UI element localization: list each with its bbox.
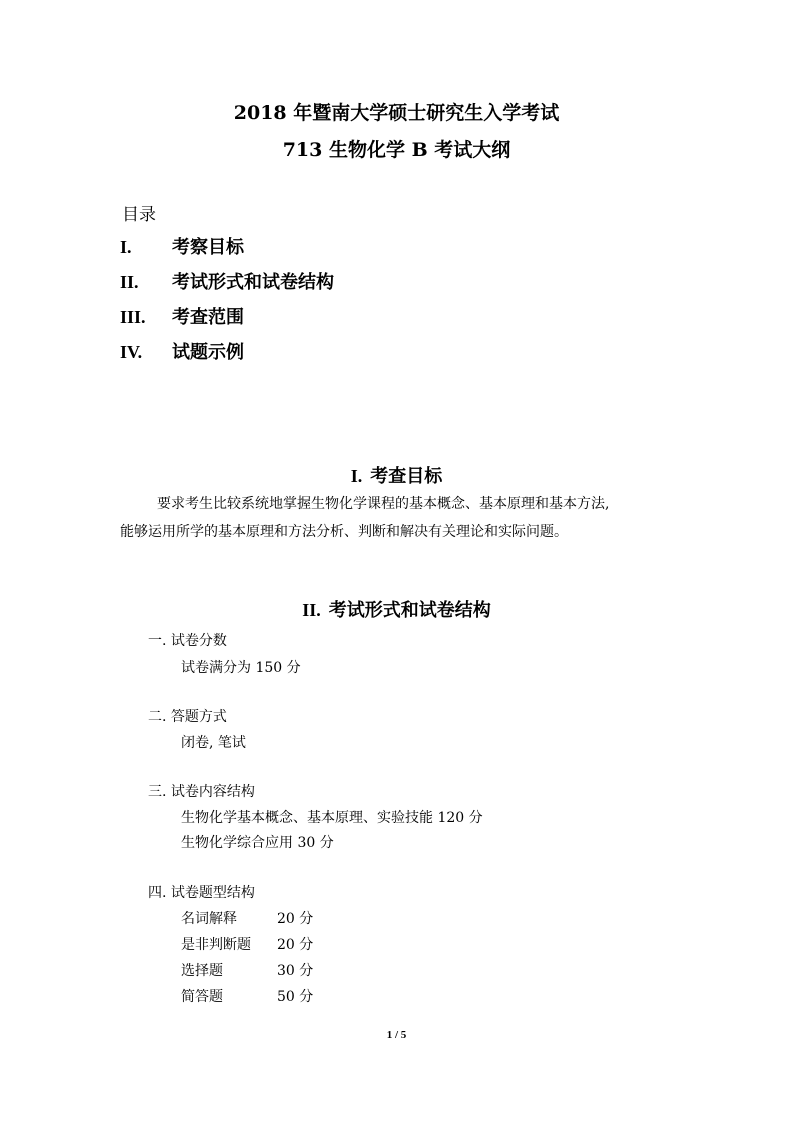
toc-item-2: II. 考试形式和试卷结构 <box>120 272 334 293</box>
part4-heading: 四. 试卷题型结构 <box>148 885 255 901</box>
question-type-row: 简答题 50 分 <box>181 989 314 1005</box>
document-title-line2: 713 生物化学 B 考试大纲 <box>282 139 511 161</box>
question-type-row: 名词解释 20 分 <box>181 911 314 927</box>
part2-heading: 二. 答题方式 <box>148 709 227 725</box>
question-type-row: 选择题 30 分 <box>181 963 314 979</box>
question-type-row: 是非判断题 20 分 <box>181 937 314 953</box>
part3-line2: 生物化学综合应用 30 分 <box>181 835 334 851</box>
part1-line: 试卷满分为 150 分 <box>181 660 301 676</box>
part2-line: 闭卷, 笔试 <box>181 735 246 751</box>
toc-item-1: I. 考察目标 <box>120 237 244 258</box>
toc-item-4: IV. 试题示例 <box>120 342 244 363</box>
section1-paragraph: 要求考生比较系统地掌握生物化学课程的基本概念、基本原理和基本方法, 能够运用所学的基本原理和方法分析、判断和解决有关理论和实际问题。 <box>120 496 610 540</box>
part3-heading: 三. 试卷内容结构 <box>148 784 255 800</box>
document-title-line1: 2018 年暨南大学硕士研究生入学考试 <box>233 102 560 124</box>
part3-line1: 生物化学基本概念、基本原理、实验技能 120 分 <box>181 810 483 826</box>
toc-item-3: III. 考查范围 <box>120 307 244 328</box>
section2-title: II. 考试形式和试卷结构 <box>302 600 491 621</box>
toc-heading: 目录 <box>122 205 156 225</box>
part1-heading: 一. 试卷分数 <box>148 633 227 649</box>
page-number: 1 / 5 <box>386 1029 407 1041</box>
section1-title: I. 考查目标 <box>350 466 443 487</box>
